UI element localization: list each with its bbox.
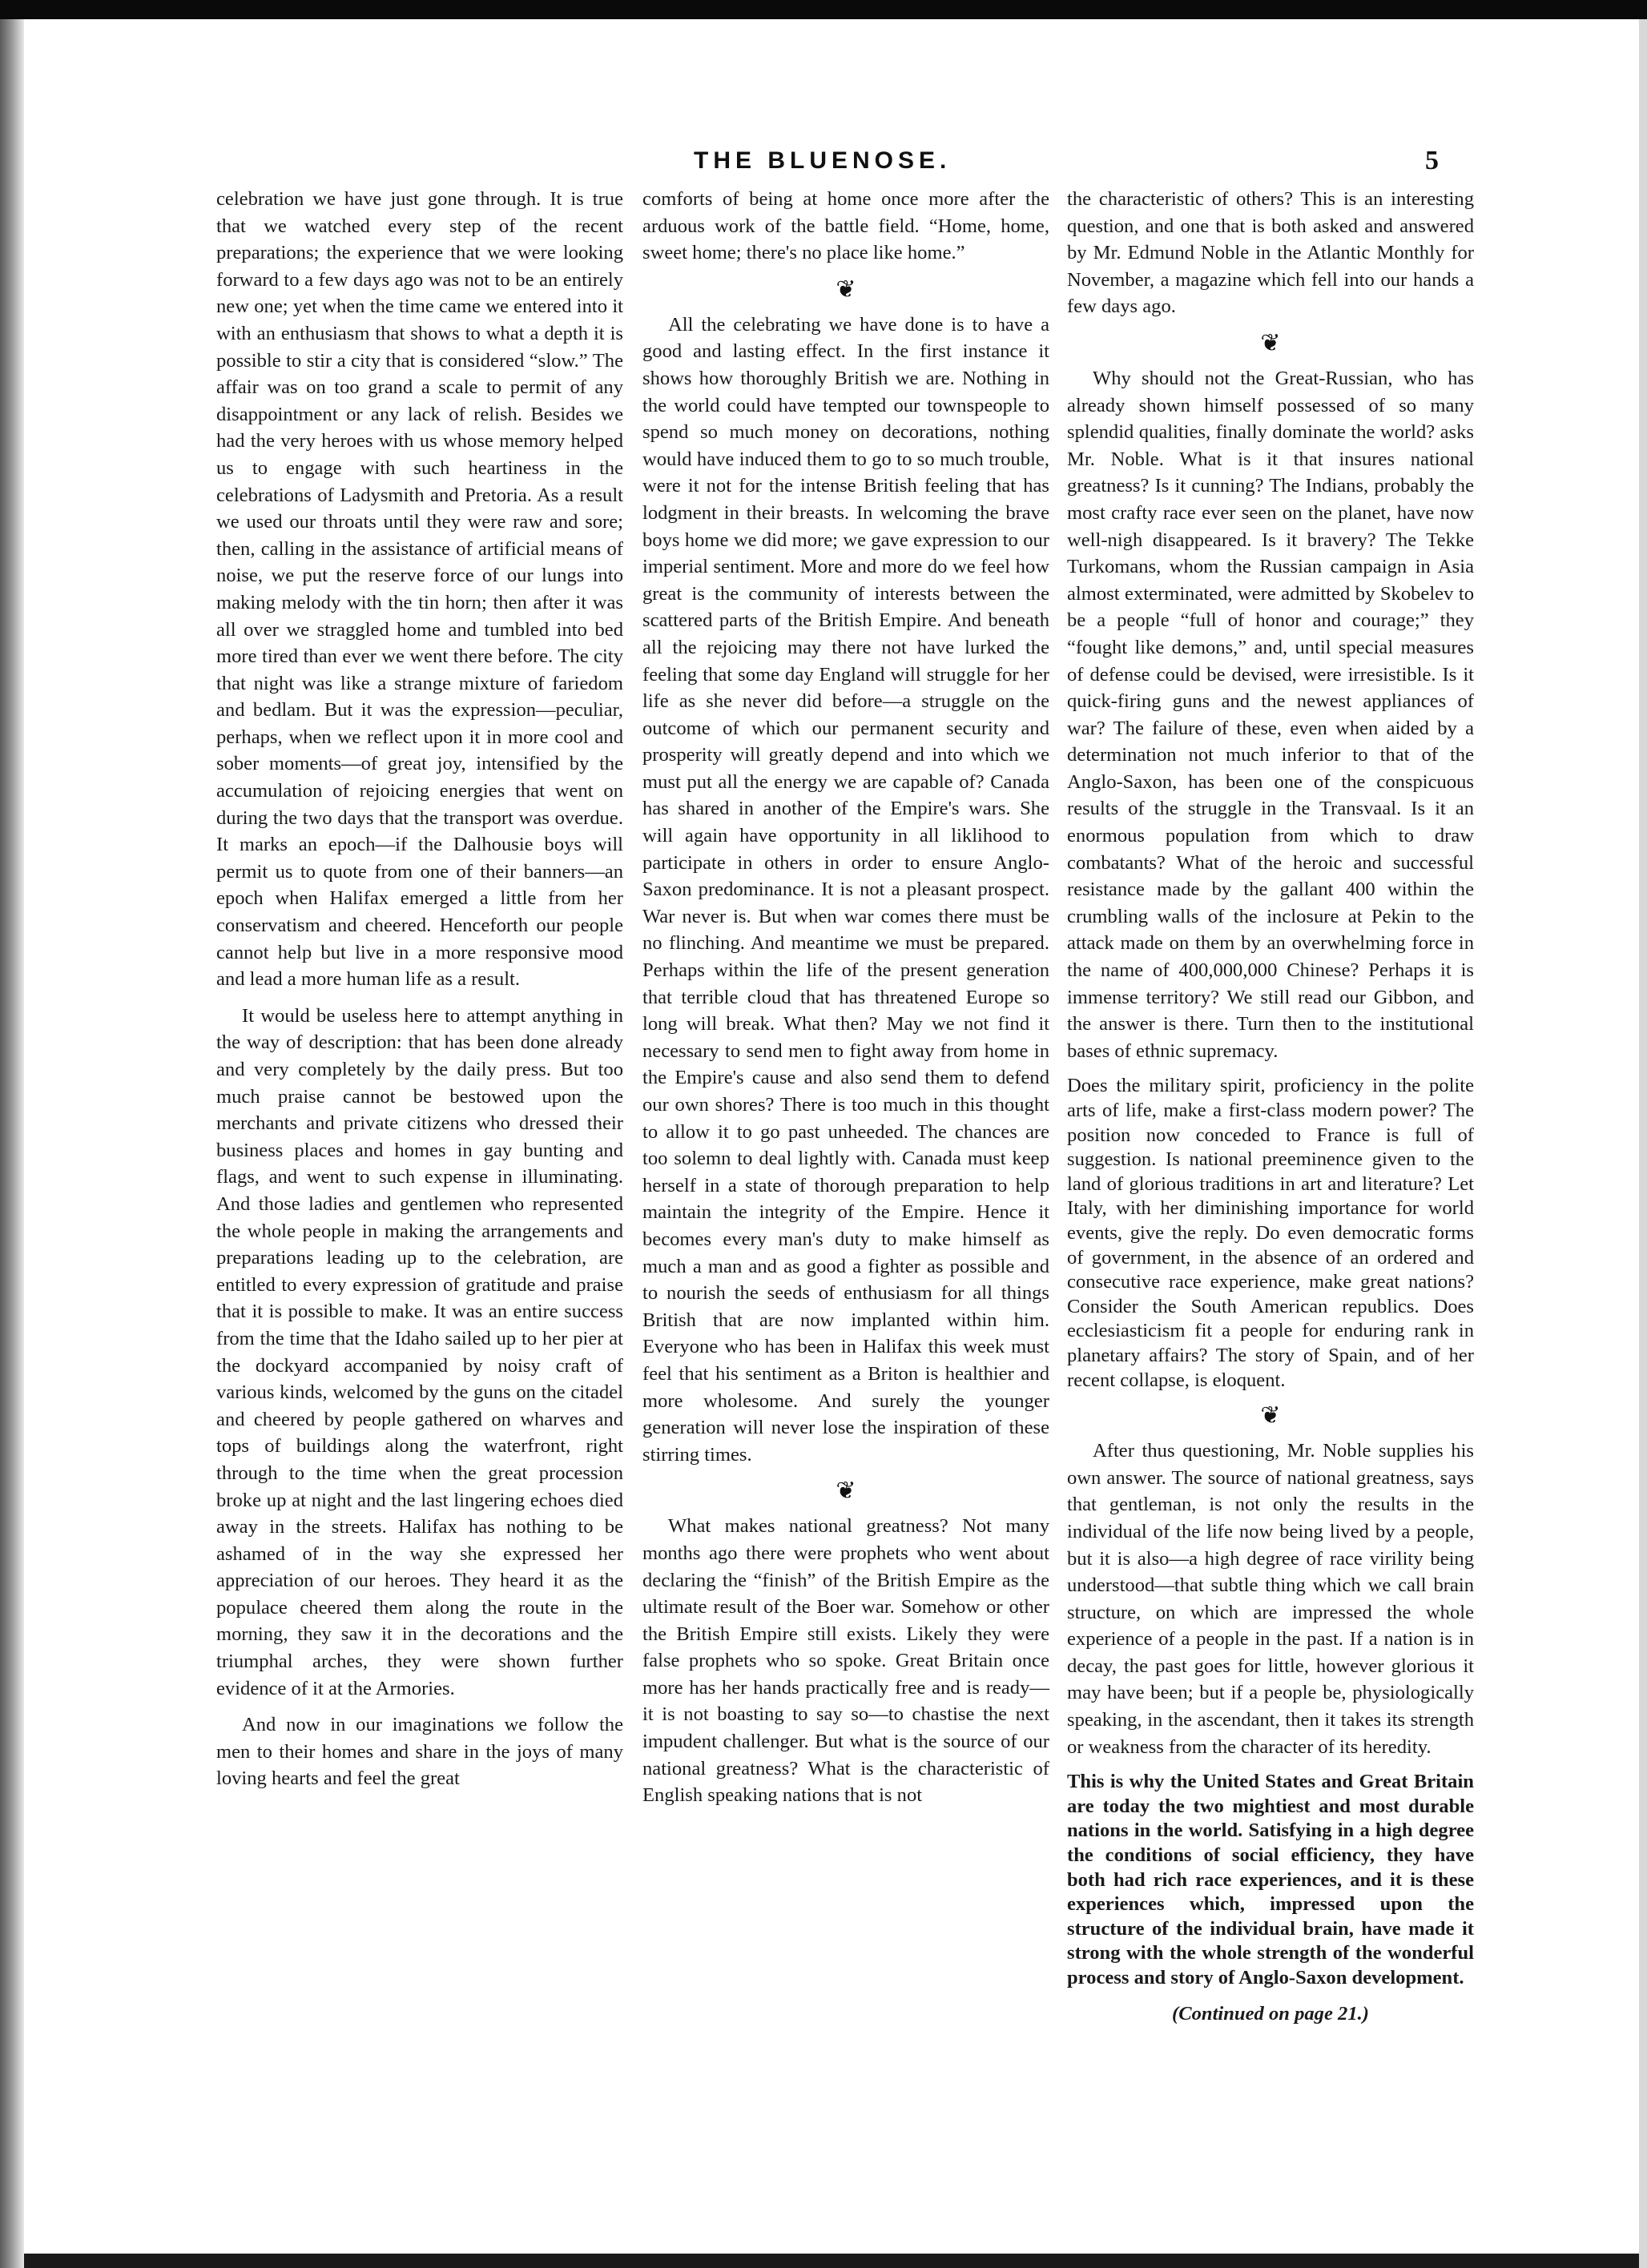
page-header	[208, 147, 1439, 183]
fleuron-ornament-icon: ❦	[836, 1478, 856, 1505]
scan-bottom-band	[24, 2254, 1639, 2268]
article-paragraph: It would be useless here to attempt anything in the way of description: that has been done already and very completely by the daily press. But too much praise cannot be bestowed upon the merchants and private citizens who dressed their business places and homes in gay bunting and flags, and went to such expense in illuminating. And those ladies and gentlemen who represented the whole people in making the arrangements and preparations leading up to the celebration, are entitled to every expression of gratitude and praise that it is possible to make. It was an entire success from the time that the Idaho sailed up to her pier at the dockyard accompanied by noisy craft of various kinds, welcomed by the guns on the citadel and cheered by people gathered on wharves and tops of buildings along the waterfront, right through to the time when the great procession broke up at night and the last lingering echoes died away in the streets. Halifax has nothing to be ashamed of in the way she expressed her appreciation of our heroes. They heard it as the populace cheered them along the route in the morning, they saw it in the decorations and the triumphal arches, they were shown further evidence of it at the Armories.	[216, 1004, 623, 1699]
article-paragraph: the characteristic of others? This is an interesting question, and one that is both asked and answered by Mr. Edmund Noble in the Atlantic Monthly for November, a magazine which fell into our hands a few days ago.	[1067, 188, 1474, 318]
article-paragraph: celebration we have just gone through. It is true that we watched every step of the recent preparations; the experience that we were looking forward to a few days ago was not to be an entirely new one; yet when the time came we entered into it with an enthusiasm that shows to what a depth it is possible to stir a city that is considered “slow.” The affair was on too grand a scale to permit of any disappointment or any lack of relish. Besides we had the very heroes with us whose memory helped us to engage with such heartiness in the celebrations of Ladysmith and Pretoria. As a result we used our throats until they were raw and sore; then, calling in the assistance of artificial means of noise, we put the reserve force of our lungs into making melody with the tin horn; then after it was all over we straggled home and tumbled into bed more tired than ever we went there before. The city that night was like a strange mixture of fariedom and bedlam. But it was the expression—peculiar, perhaps, when we reflect upon it in more cool and sober moments—of great joy, intensified by the accumulation of rejoicing energies that went on during the two days that the transport was overdue. It marks an epoch—if the Dalhousie boys will permit us to quote from one of their banners—an epoch when Halifax emerged a little from her conservatism and cheered. Henceforth our people cannot help but live in a more responsive mood and lead a more human life as a result.	[216, 188, 623, 991]
continued-note: (Continued on page 21.)	[1172, 2002, 1369, 2025]
scan-left-edge	[0, 19, 24, 2268]
article-paragraph: Does the military spirit, proficiency in the polite arts of life, make a first-class modern power? The position now conceded to France is full of suggestion. Is national preeminence given to the land of glorious traditions in art and literature? Let Italy, with her diminishing importance for world events, give the reply. Do even democratic forms of government, in the absence of an ordered and consecutive race experience, make great nations? Consider the South American republics. Does ecclesiasticism fit a people for enduring rank in planetary affairs? The story of Spain, and of her recent collapse, is eloquent.	[1067, 1075, 1474, 1391]
scan-right-edge	[1639, 19, 1647, 2268]
article-paragraph: Why should not the Great-Russian, who has already shown himself possessed of so many splendid qualities, finally dominate the world? asks Mr. Noble. What is it that insures national greatness? Is it cunning? The Indians, probably the most crafty race ever seen on the planet, have now well-nigh disappeared. Is it bravery? The Tekke Turkomans, whom the Russian campaign in Asia almost exterminated, were admitted by Skobelev to be a people “full of honor and courage;” they “fought like demons,” and, until special measures of defense could be devised, were irresistible. Is it quick-firing guns and the newest appliances of war? The failure of these, even when aided by a determination not much inferior to that of the Anglo-Saxon, has been one of the conspicuous results of the struggle in the Transvaal. Is it an enormous population from which to draw combatants? What of the heroic and successful resistance made by the gallant 400 within the crumbling walls of the inclosure at Pekin to the attack made on them by an overwhelming force in the name of 400,000,000 Chinese? Perhaps it is immense territory? We still read our Gibbon, and the answer is there. Turn then to the institutional bases of ethnic supremacy.	[1067, 367, 1474, 1062]
fleuron-ornament-icon: ❦	[836, 275, 856, 303]
article-paragraph: After thus questioning, Mr. Noble supplies his own answer. The source of national greatness, says that gentleman, is not only the results in the individual of the life now being lived by a people, but it is also—a high degree of race virility being understood—that subtle thing which we call brain structure, on which are impressed the whole experience of a people in the past. If a nation is in decay, the past goes for little, however glorious it may have been; but if a people be, physiologically speaking, in the ascendant, then it takes its strength or weakness from the character of its heredity.	[1067, 1440, 1474, 1758]
scan-top-band	[0, 0, 1647, 19]
article-paragraph: All the celebrating we have done is to have a good and lasting effect. In the first instance it shows how thoroughly British we are. Nothing in the world could have tempted our townspeople to spend so much money on decorations, nothing would have induced them to go to so much trouble, were it not for the intense British feeling that has lodgment in their breasts. In welcoming the brave boys home we did more; we gave expression to our imperial sentiment. More and more do we feel how great is the community of interests between the scattered parts of the British Empire. And beneath all the rejoicing may there not have lurked the feeling that some day England will struggle for her life as she never did before—a struggle on the outcome of which our permanent security and prosperity will greatly depend and into which we must put all the energy we are capable of? Canada has shared in another of the Empire's wars. She will again have opportunity in all liklihood to participate in others in order to ensure Anglo-Saxon predominance. It is not a pleasant prospect. War never is. But when war comes there must be no flinching. And meantime we must be prepared. Perhaps within the life of the present generation that terrible cloud that has threatened Europe so long will break. What then? May we not find it necessary to send men to fight away from home in the Empire's cause and also send them to defend our own shores? There is too much in this thought to allow it to go past unheeded. The chances are too solemn to deal lightly with. Canada must keep herself in a state of thorough preparation to help maintain the integrity of the Empire. Hence it becomes every man's duty to make himself as much a man and as good a fighter as possible and to nourish the seeds of enthusiasm for all things British that are now implanted within him. Everyone who has been in Halifax this week must feel that his sentiment as a Briton is healthier and more wholesome. And surely the younger generation will never lose the inspiration of these stirring times.	[642, 313, 1049, 1466]
article-paragraph: What makes national greatness? Not many months ago there were prophets who went about declaring the “finish” of the British Empire as the ultimate result of the Boer war. Somehow or other the British Empire still exists. Likely they were false prophets who so spoke. Great Britain once more has her hands practically free and is ready—it is not boasting to say so—to chastise the next impudent challenger. But what is the source of our national greatness? What is the characteristic of English speaking nations that is not	[642, 1515, 1049, 1807]
page-number: 5	[1425, 146, 1439, 175]
fleuron-ornament-icon: ❦	[1260, 329, 1281, 356]
text-column-2	[642, 186, 1049, 1809]
article-paragraph: And now in our imaginations we follow the men to their homes and share in the joys of many loving hearts and feel the great	[216, 1714, 623, 1790]
journal-title: THE BLUENOSE.	[694, 147, 952, 174]
article-paragraph: comforts of being at home once more after the arduous work of the battle field. “Home, home, sweet home; there's no place like home.”	[642, 188, 1049, 264]
text-column-3	[1067, 186, 1474, 2027]
text-column-1	[216, 186, 623, 1792]
article-paragraph: This is why the United States and Great Britain are today the two mightiest and most durable nations in the world. Satisfying in a high degree the conditions of social efficiency, they have both had rich race experiences, and it is these experiences which, impressed upon the structure of the individual brain, have made it strong with the whole strength of the wonderful process and story of Anglo-Saxon development.	[1067, 1771, 1474, 1989]
fleuron-ornament-icon: ❦	[1260, 1402, 1281, 1430]
